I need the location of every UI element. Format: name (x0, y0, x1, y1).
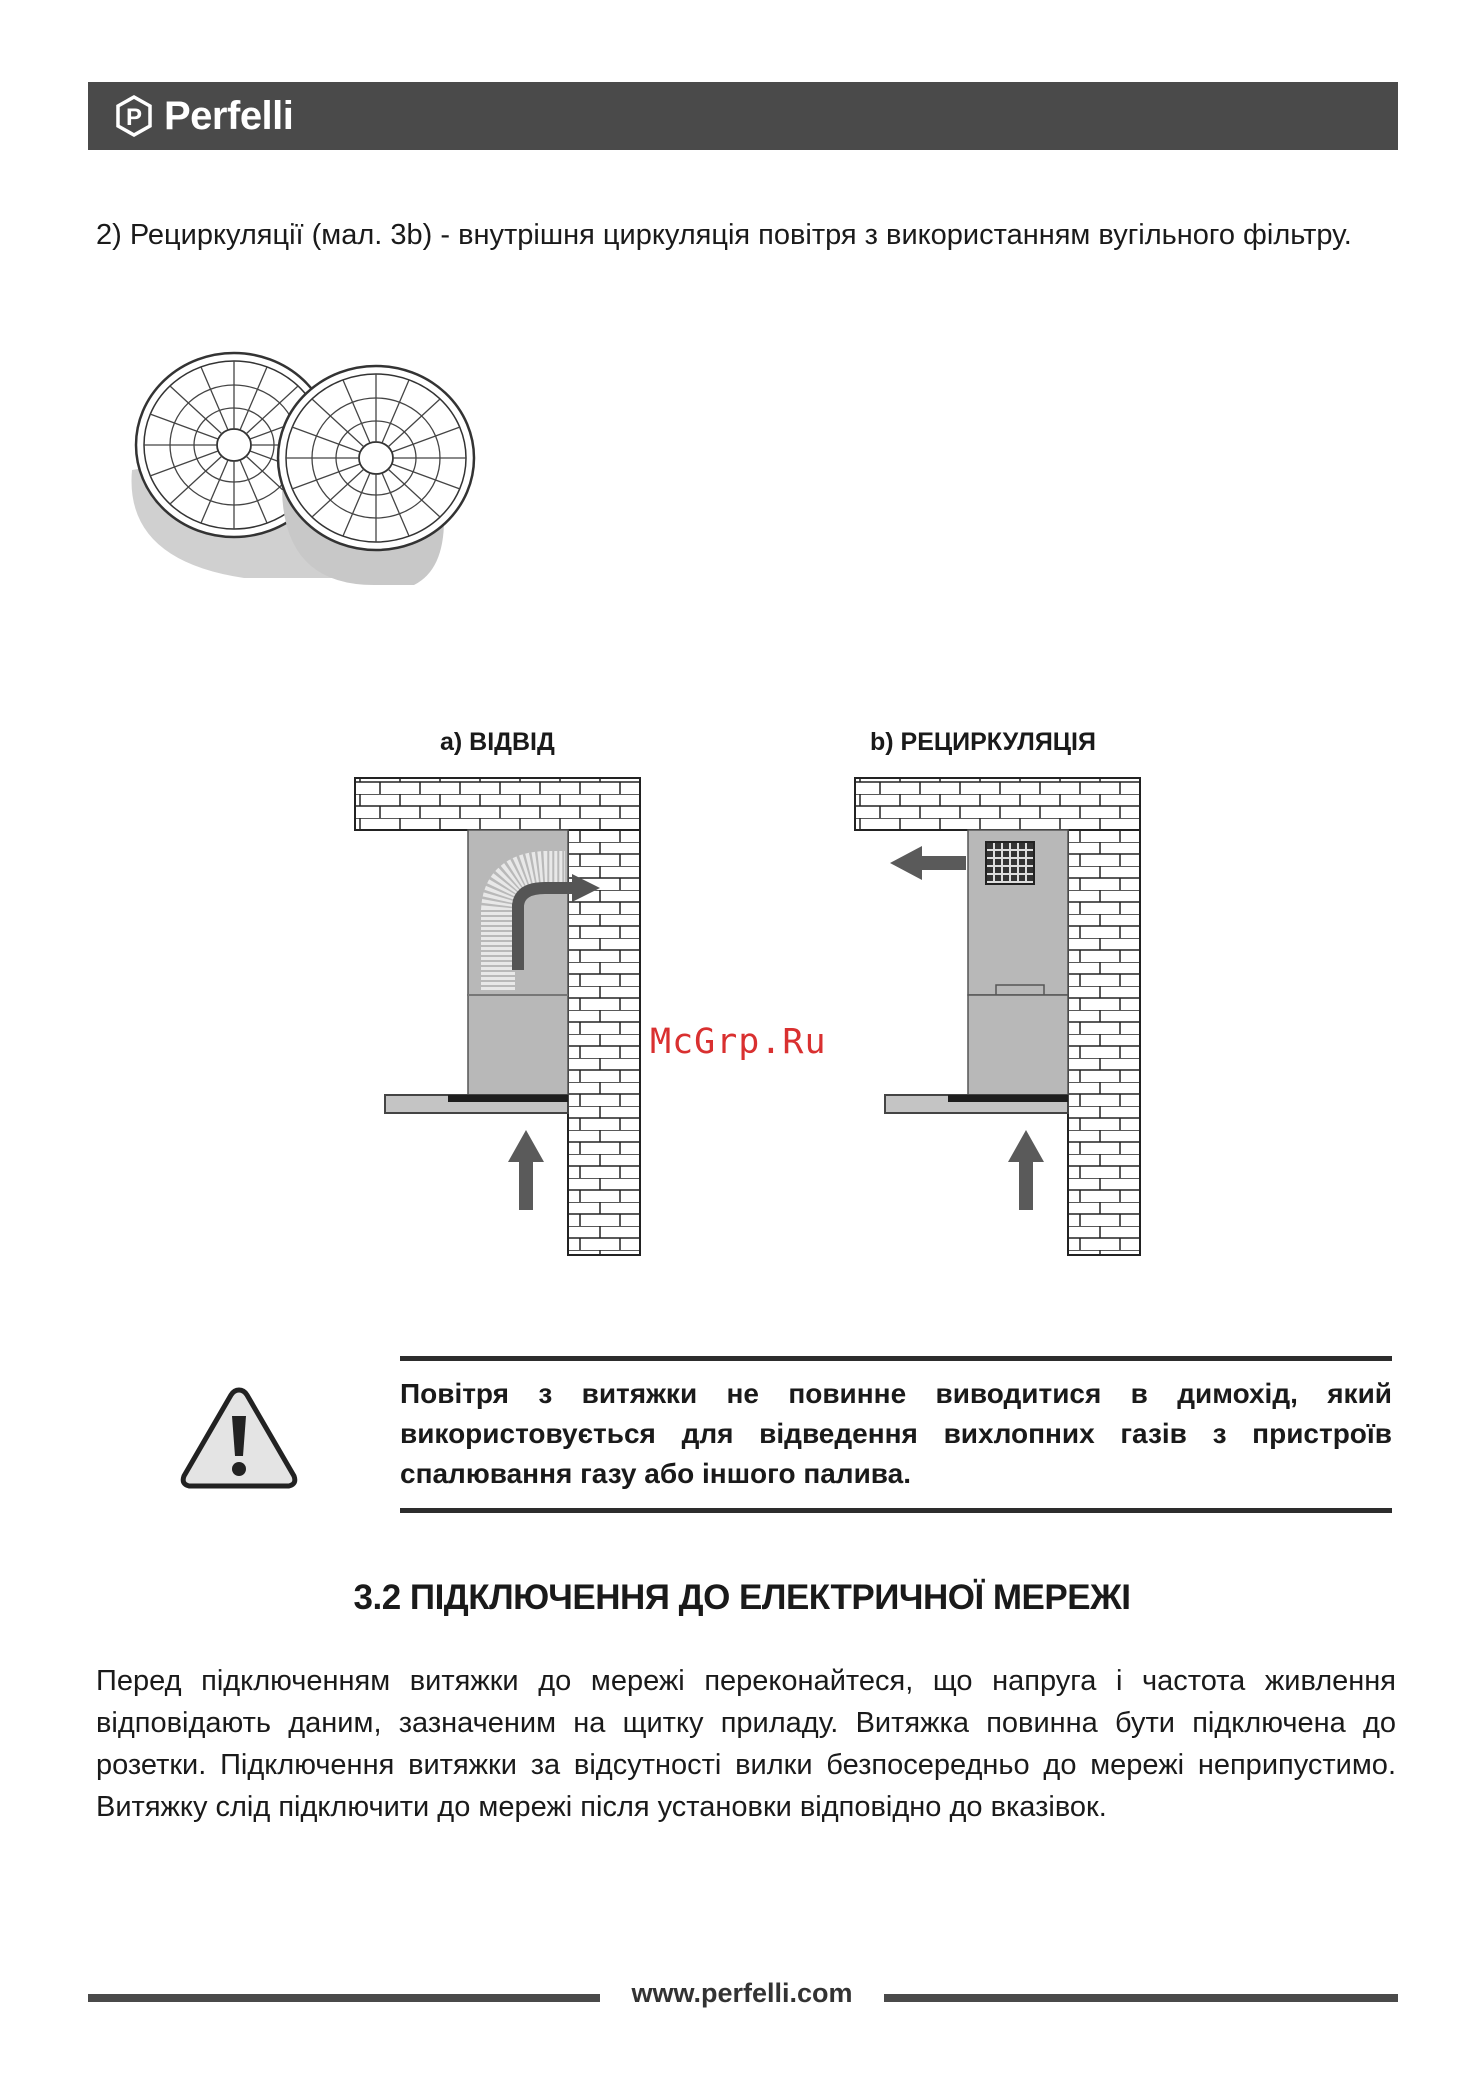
brand-logo (112, 92, 293, 140)
warning-text: Повітря з витяжки не повинне виводитися в димохід, який використовується для відведення вихлопних газів з пристроїв спалювання газу або іншого палива. (400, 1378, 1392, 1489)
perfelli-logo-icon (112, 94, 156, 138)
svg-text:P: P (125, 104, 143, 131)
footer-line-right (884, 1994, 1398, 2002)
caption-exhaust: a) ВІДВІД (440, 728, 555, 756)
warning-bottom-rule (400, 1508, 1392, 1513)
caption-recirculation: b) РЕЦИРКУЛЯЦІЯ (870, 728, 1096, 756)
carbon-filters-illustration (114, 340, 486, 590)
intro-paragraph: 2) Рециркуляції (мал. 3b) - внутрішня циркуляція повітря з використанням вугільного фільтру. (96, 219, 1352, 251)
diagram-exhaust (350, 770, 650, 1260)
diagram-recirculation (850, 770, 1150, 1260)
brand-name: Perfelli (164, 93, 294, 138)
section-title: 3.2 ПІДКЛЮЧЕННЯ ДО ЕЛЕКТРИЧНОЇ МЕРЕЖІ (353, 1578, 1131, 1617)
warning-icon (178, 1384, 300, 1492)
warning-top-rule (400, 1356, 1392, 1361)
footer-line-left (88, 1994, 600, 2002)
watermark: McGrp.Ru (650, 1022, 827, 1062)
section-body: Перед підключенням витяжки до мережі переконайтеся, що напруга і частота живлення відповідають даним, зазначеним на щитку приладу. Витяжка повинна бути підключена до розетки. Підключення витяжки за відсутності вилки безпосередньо до мережі неприпустимо. Витяжку слід підключити до мережі після установки відповідно до вказівок. (96, 1665, 1396, 1823)
footer-url: www.perfelli.com (631, 1978, 853, 2008)
